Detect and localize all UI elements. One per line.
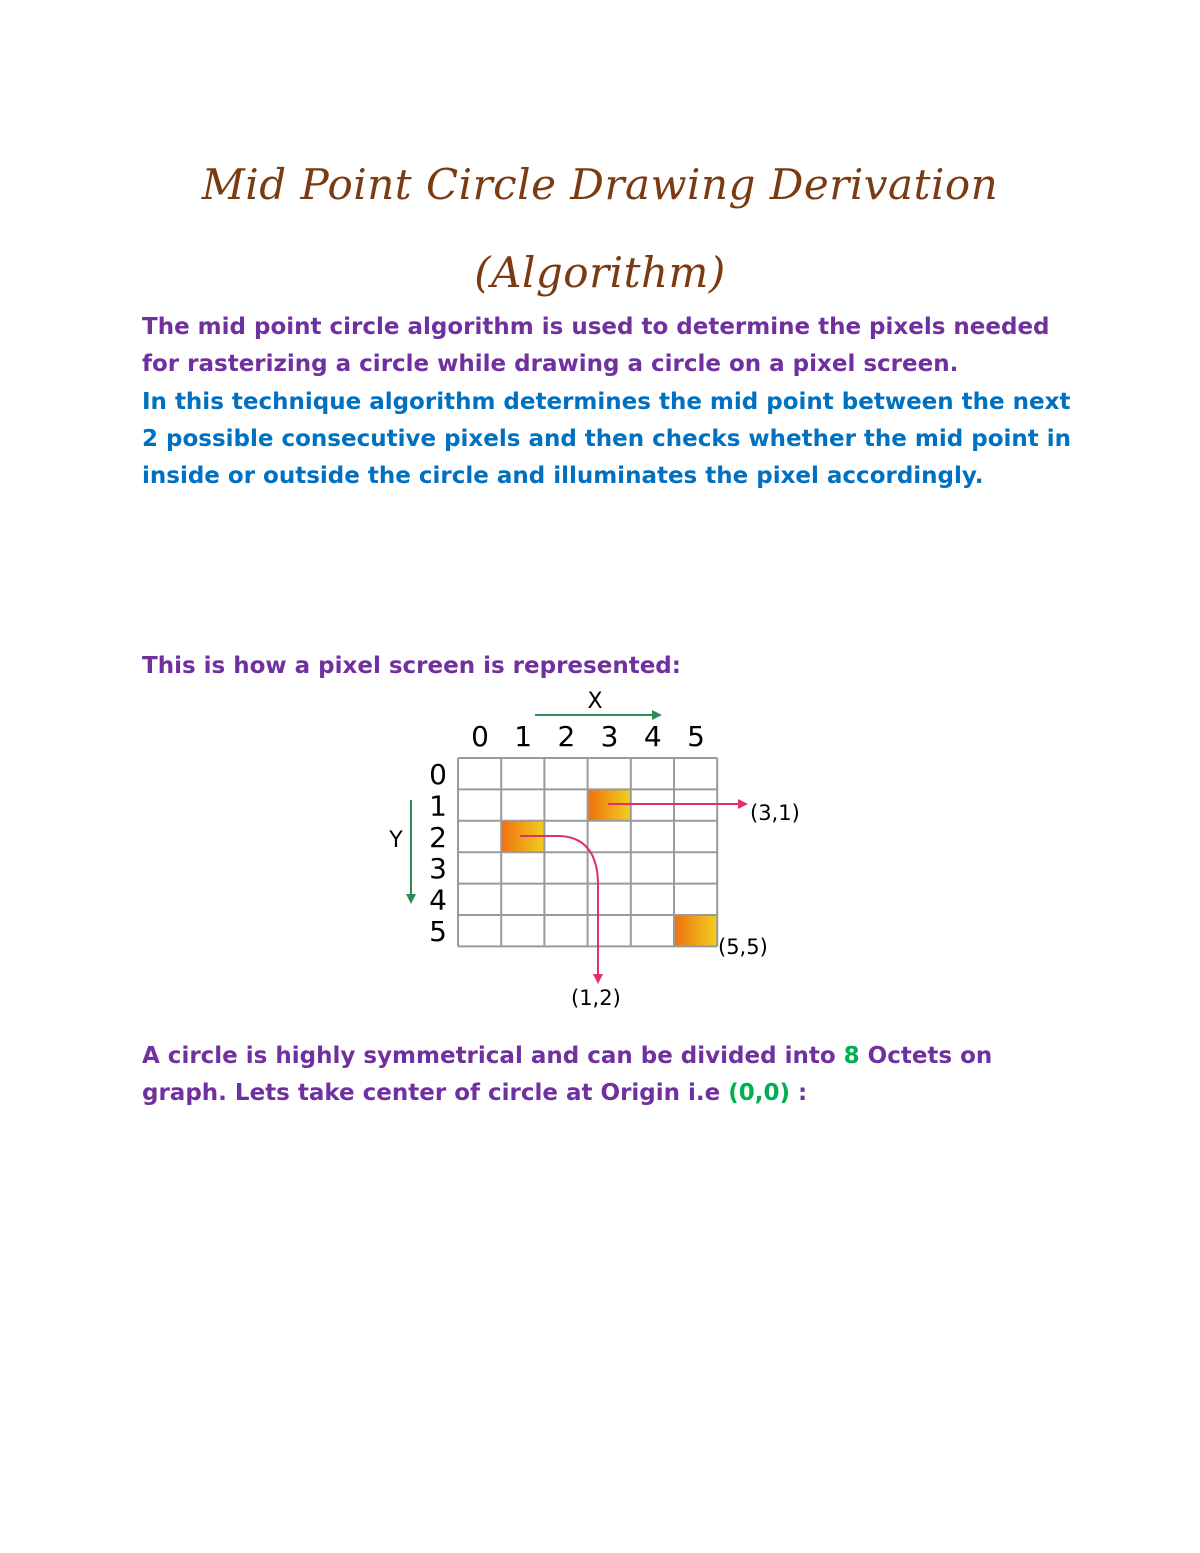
origin-coordinate: (0,0) [728,1080,791,1106]
row-label: 5 [429,915,447,948]
page-title: Mid Point Circle Drawing Derivation [201,160,999,209]
y-axis-label: Y [389,828,403,853]
column-label: 4 [643,720,662,753]
row-label: 4 [429,883,447,917]
row-label: 2 [429,820,447,854]
highlighted-pixel [674,915,717,946]
row-label: 0 [429,758,447,791]
column-labels [471,720,705,753]
row-labels [429,758,447,948]
column-label: 1 [514,720,533,753]
octets-paragraph [142,1038,1072,1112]
octets-text-1: A circle is highly symmetrical and can be divided into [142,1043,844,1069]
row-label: 3 [429,852,447,886]
column-label: 5 [687,720,705,753]
pixel-screen-caption: This is how a pixel screen is represented: [142,653,681,679]
column-label: 0 [471,720,489,753]
label-5-5: (5,5) [718,935,768,959]
label-3-1: (3,1) [750,801,800,825]
octets-count: 8 [843,1043,860,1069]
octets-text-3: : [790,1080,808,1106]
pointer-arrow-1-2 [520,836,598,982]
x-axis-label: X [587,689,603,714]
column-label: 3 [600,720,619,753]
highlighted-pixels [501,789,717,946]
row-label: 1 [429,789,447,823]
column-label: 2 [557,720,576,753]
label-1-2: (1,2) [571,986,621,1010]
highlighted-pixel [588,789,631,820]
intro-paragraph: The mid point circle algorithm is used to determine the pixels needed for rasterizing a circle while drawing a circle on a pixel screen. [142,314,1050,377]
page-subtitle: (Algorithm) [474,248,726,297]
octets-text-2: Octets on graph. Lets take center of circle at Origin i.e [142,1043,993,1106]
technique-paragraph: In this technique algorithm determines the mid point between the next 2 possible consecutive pixels and then checks whether the mid point in inside or outside the circle and illuminates the pixel accordingly. [142,389,1072,489]
